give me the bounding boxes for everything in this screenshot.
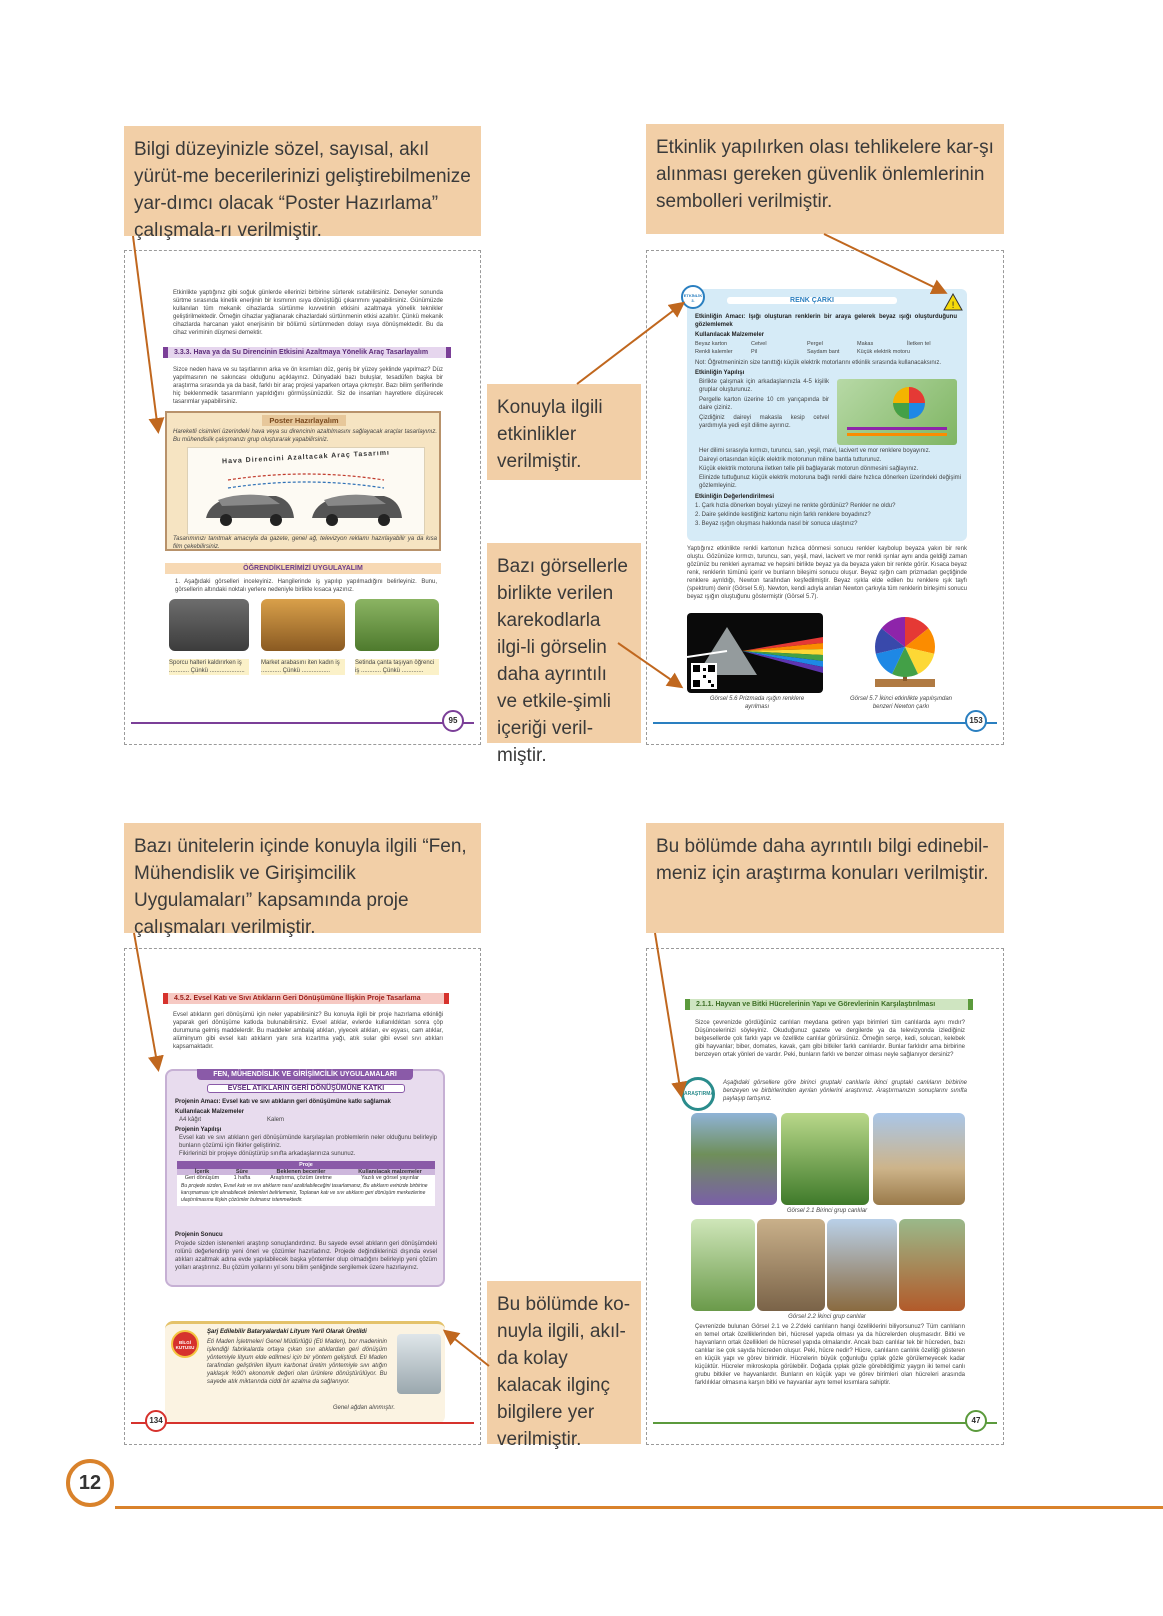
table-cell: Araştırma, çözüm üretme xyxy=(270,1175,332,1181)
caption-group-1: Görsel 2.1 Birinci grup canlılar xyxy=(786,1208,868,1214)
page-95-section-title: 3.3.3. Hava ya da Su Direncinin Etkisini Azaltmaya Yönelik Araç Tasarlayalım xyxy=(163,347,451,358)
poster-heading: Hava Direncini Azaltacak Araç Tasarımı xyxy=(221,449,391,466)
project-step-1: Evsel katı ve sıvı atıkların geri dönüşümünde karşılaşılan problemlerin neler olduğunu belirleyip bunların çözümü için fikirler geliştiriniz. xyxy=(179,1135,437,1149)
table-cell: 1 hafta xyxy=(233,1175,251,1181)
step-2: Pergelle karton üzerine 10 cm yarıçapında bir daire çiziniz. xyxy=(699,397,829,411)
page-153-number: 153 xyxy=(965,710,987,732)
newton-caption: Görsel 5.7 İkinci etkinlikte yapılışından benzeri Newton çarkı xyxy=(849,696,953,710)
project-material-1: A4 kâğıt xyxy=(179,1117,202,1123)
apply-caption-2: Market arabasını iten kadın iş ............ Çünkü ................. xyxy=(261,659,345,675)
page-47-intro: Sizce çevrenizde gördüğünüz canlıları meydana getiren yapı birimleri tüm canlılarda aynı mıdır? Düşüncelerinizi söyleyiniz. Okuduğunuz gazete ve dergilerde ya da televizyonda izlediğiniz belgesellerde çok farklı yapı ve özellikte canlılar görürsünüz. Örneğin serçe, kedi, solucan, kelebek gibi hayvanlar; biber, domates, kavak, çam gibi bitkiler farklı canlılardır. Bunlar farklıdır ama birbirine benzeyen ortak yönleri de vardır. Peki, bunların farklı ve benzer olması neyle sağlanıyor dersiniz? xyxy=(695,1020,965,1058)
info-title: Şarj Edilebilir Bataryalardaki Lityum Yerli Olarak Üretildi xyxy=(207,1329,367,1335)
material-item: Makas xyxy=(857,341,874,347)
fmg-title: FEN, MÜHENDİSLİK VE GİRİŞİMCİLİK UYGULAMALARI xyxy=(197,1069,413,1080)
apply-caption-1: Sporcu halteri kaldırırken iş ............ Çünkü ..................... xyxy=(169,659,249,675)
arrow-info xyxy=(446,1332,489,1366)
callout-safety: Etkinlik yapılırken olası tehlikelere kar-şı alınması gereken güvenlik önlemlerinin sembolleri verilmiştir. xyxy=(646,124,1004,234)
arrow-safety xyxy=(824,234,944,292)
project-result-title: Projenin Sonucu xyxy=(175,1232,223,1238)
page-47-section-title: 2.1.1. Hayvan ve Bitki Hücrelerinin Yapı ve Görevlerinin Karşılaştırılması xyxy=(685,999,973,1010)
activity-note: Not: Öğretmeninizin size tanıttığı küçük elektrik motorlarını etkinlik sırasında kullanacaksınız. xyxy=(695,360,942,366)
page-134-intro: Evsel atıkların geri dönüşümü için neler yapabilirsiniz? Bu konuyla ilgili bir proje hazırlama etkinliği yaparak geri dönüşüme katkıda bulunabilirsiniz. Evsel atıklar, evlerde kullanıldıktan sonra çöp durumuna gelmiş maddelerdir. Bu maddeler ambalaj atıkları, yiyecek atıkları, ev eşyası, cam atıklar, alüminyum gibi evsel katı atıkların yanı sıra kızartma yağı, atık sular gibi evsel sıvı atıkları kapsamaktadır. xyxy=(173,1012,443,1050)
callout-activities: Konuyla ilgili etkinlikler verilmiştir. xyxy=(487,384,641,480)
prism-caption: Görsel 5.6 Prizmada ışığın renklere ayrılması xyxy=(709,696,805,710)
page-95-section-text: Sizce neden hava ve su taşıtlarının arka ve ön kısımları düz, geniş bir yüzey şeklinde yapılmaz? Düz yapılmasının ne sakıncası olduğunu açıklayınız. Dünyadaki bazı buluşlar, tesadüfen başka bir araştırma sırasında ya da basit, farklı bir araç projesi yaparken ortaya çıkmıştır. Bazı bilim şeriflerinde hiç beklenmedik tasarımların yapıldığını görmüşsünüzdür. Siz de insanları hayretlere düşürecek tasarımlar yapabilirsiniz. xyxy=(173,367,443,405)
eval-title: Etkinliğin Değerlendirilmesi xyxy=(695,494,775,500)
arrow-projects xyxy=(134,933,158,1068)
svg-text:!: ! xyxy=(951,301,955,311)
info-text: Eti Maden İşletmeleri Genel Müdürlüğü (Eti Maden), bor madeninin işlendiği fabrikalarda ortaya çıkan sıvı atıklardan geri dönüşüm yöntemiyle lityum elde edilmesi için bir yöntem geliştirdi. Eti Maden tarafından geliştirilen lityum karbonat üretim yöntemiyle sıvı atığın yaklaşık %90'ı ekonomik değeri olan ürünlere dönüştürülüyor. Bu sayede atık miktarında ciddi bir azalma da sağlanıyor. xyxy=(207,1339,387,1385)
material-item: İletken tel xyxy=(907,341,931,347)
callout-info: Bu bölümde ko-nuyla ilgili, akıl-da kolay kalacak ilginç bilgilere yer verilmiştir. xyxy=(487,1281,641,1444)
material-item: Renkli kalemler xyxy=(695,349,733,355)
step-5: Daireyi ortasından küçük elektrik motorunun miline bantla tutturunuz. xyxy=(699,457,882,463)
material-item: Saydam bant xyxy=(807,349,840,355)
poster-text: Hareketli cisimleri üzerindeki hava veya su direncinin azaltılmasını sağlayacak araçlar tasarlayınız. Bu mühendislik çalışmanızı grup oluşturarak yapabilirsiniz. xyxy=(173,429,437,443)
material-item: Cetvel xyxy=(751,341,767,347)
material-item: Beyaz karton xyxy=(695,341,728,347)
eval-1: 1. Çark hızla dönerken boyalı yüzeyi ne renkte gördünüz? Renkler ne oldu? xyxy=(695,503,896,509)
table-header-cell: Kullanılacak malzemeler xyxy=(358,1169,422,1175)
callout-projects: Bazı ünitelerin içinde konuyla ilgili “Fen, Mühendislik ve Girişimcilik Uygulamaları” kapsamında proje çalışmaları verilmiştir. xyxy=(124,823,481,933)
table-header-cell: İçerik xyxy=(194,1169,210,1175)
table-header-cell: Süre xyxy=(235,1169,249,1175)
callout-qr: Bazı görsellerle birlikte verilen karekodlarla ilgi-li görselin daha ayrıntılı ve etkile-şimli içeriği veril-miştir. xyxy=(487,543,641,743)
research-text: Aşağıdaki görsellere göre birinci gruptaki canlılarla ikinci gruptaki canlıların birbirine benzeyen ve birbirlerinden ayrılan yönlerini araştırınız. Araştırmanızın sonuçlarını sınıfta paylaşıp tartışınız. xyxy=(723,1080,967,1102)
poster-title: Poster Hazırlayalım xyxy=(262,415,346,426)
activity-title: RENK ÇARKI xyxy=(727,297,897,304)
step-1: Birlikte çalışmak için arkadaşlarınızla 4-5 kişilik gruplar oluşturunuz. xyxy=(699,379,829,393)
arrow-research xyxy=(655,933,681,1094)
step-6: Küçük elektrik motoruna iletken telle pili bağlayarak motorun dönmesini sağlayınız. xyxy=(699,466,919,472)
step-3: Çizdiğiniz daireyi makasla kesip cetvel yardımıyla yedi eşit dilime ayırınız. xyxy=(699,415,829,429)
material-item: Pergel xyxy=(807,341,823,347)
poster-caption: Tasarımınızı tanıtmak amacıyla da gazete, genel ağ, televizyon reklamı hazırlayabilir ya da kısa film çekebilirsiniz. xyxy=(173,536,437,550)
caption-group-2: Görsel 2.2 İkinci grup canlılar xyxy=(788,1314,866,1320)
apply-caption-3: Setinda çanta taşıyan öğrenci iş ............ Çünkü ............. xyxy=(355,659,439,675)
material-item: Küçük elektrik motoru xyxy=(857,349,910,355)
research-badge: ARAŞTIRMA xyxy=(681,1077,715,1111)
arrow-poster xyxy=(133,236,158,430)
project-goal: Projenin Amacı: Evsel katı ve sıvı atıkların geri dönüşümüne katkı sağlamak xyxy=(175,1099,391,1105)
page-95-number: 95 xyxy=(442,710,464,732)
steps-title: Etkinliğin Yapılışı xyxy=(695,370,745,376)
page-153-body: Yaptığınız etkinlikte renkli kartonun hızlıca dönmesi sonucu renkler kaybolup beyaza yakın bir renk oluştu. Gözünüze kırmızı, turuncu, sarı, yeşil, mavi, lacivert ve mor renkli ışınlar aynı anda geldiği zaman gözünüz bu renkleri ayıramaz ve hepsini birlikte beyaz ya da beyaza yakın bir renkte görür. Kısaca beyaz renk, renklerin tümünü içerir ve bunların bileşimi sonucu oluşur. Beyaz ışığın cam prizmadan geçtiğinde renklere ayrıldığı, Newton tarafından keşfedilmiştir. Beyaz ışıkla elde edilen bu renklere ışık tayfı (spektrum) denir (Görsel 5.6). Newton, kendi adıyla anılan Newton çarkıyla tüm renklerin birleşimi sonucu beyaz ışığın oluştuğunu göstermiştir (Görsel 5.7). xyxy=(687,546,967,600)
project-steps-title: Projenin Yapılışı xyxy=(175,1127,222,1133)
eval-2: 2. Daire şeklinde kestiğiniz kartonu niçin farklı renklere boyadınız? xyxy=(695,512,871,518)
table-title: Proje xyxy=(177,1161,435,1169)
info-source: Genel ağdan alınmıştır. xyxy=(332,1405,395,1411)
page-47-number: 47 xyxy=(965,1410,987,1432)
fmg-subtitle: EVSEL ATIKLARIN GERİ DÖNÜŞÜMÜNE KATKI xyxy=(207,1084,405,1093)
page-134-section-title: 4.5.2. Evsel Katı ve Sıvı Atıkların Geri Dönüşümüne İlişkin Proje Tasarlama xyxy=(163,993,449,1004)
apply-text: 1. Aşağıdaki görselleri inceleyiniz. Hangilerinde iş yapılıp yapılmadığını belirleyiniz. Bunu, görsellerin altındaki noktalı yerlere nedeniyle birlikte kısaca yazınız. xyxy=(175,579,437,593)
info-badge: BİLGİ KUTUSU xyxy=(171,1330,199,1358)
arrow-activities xyxy=(577,304,682,384)
materials-title: Kullanılacak Malzemeler xyxy=(695,332,765,338)
project-materials-title: Kullanılacak Malzemeler xyxy=(175,1109,245,1115)
table-cell: Geri dönüşüm xyxy=(184,1175,220,1181)
project-step-2: Fikirlerinizi bir projeye dönüştürüp sınıfta arkadaşlarınıza sununuz. xyxy=(179,1151,356,1157)
page-47-body: Çevrenizde bulunan Görsel 2.1 ve 2.2'deki canlıların hangi özelliklerini biliyorsunuz? Tüm canlıların en temel ortak özelliklerinden biri, hücresel yapıda olması ya da hücrelerden oluşmasıdır. Bitki ve hayvanların ortak özellikleri de hücresel yapıda olmalarıdır. Ancak bazı canlılar tek bir hücreden, bazı canlılar ise çok sayıda hücreden oluşur. Peki, hücre nedir? Hücre, canlıların canlılık özelliği gösteren en küçük yapı ve görev birimidir. Hücrelerin büyük çoğunluğu çıplak gözle görülemeyecek kadar küçüktür. Hücreler mikroskopla görülebilir. Doğada çıplak gözle görebildiğimiz yaygın iki temel canlı grubu bitkiler ve hayvanlardır. Bunların en küçük yapı ve görev birimleri olan hücreleri arasında farklılıklar olmasına karşın bitki ve hayvanlar aynı temel kısımlara sahiptir. xyxy=(695,1324,965,1386)
step-7: Elinizde tuttuğunuz küçük elektrik motoruna bağlı renkli daire hızlıca dönerken üzerindeki değişimi gözlemleyiniz. xyxy=(699,475,961,489)
project-material-2: Kalem xyxy=(267,1117,285,1123)
page-number: 12 xyxy=(66,1459,114,1507)
step-4: Her dilimi sırasıyla kırmızı, turuncu, sarı, yeşil, mavi, lacivert ve mor renklere boyayınız. xyxy=(699,448,931,454)
activity-goal: Etkinliğin Amacı: Işığı oluşturan renklerin bir araya gelerek beyaz ışığı oluşturduğunu gözlemlemek xyxy=(695,314,957,328)
eval-3: 3. Beyaz ışığın oluşması hakkında nasıl bir sonuca ulaştınız? xyxy=(695,521,858,527)
activity-badge: ETKİNLİK 3. xyxy=(681,285,705,309)
page-134-number: 134 xyxy=(145,1410,167,1432)
apply-title: ÖĞRENDİKLERİMİZİ UYGULAYALIM xyxy=(165,563,441,574)
bottom-rule xyxy=(115,1506,1163,1509)
project-result: Projede sizden istenenleri araştırıp sonuçlandırdınız. Bu sayede evsel atıkların geri dönüşümdeki rolünü değerlendirip yeni öneri ve çözümler hazırladınız. Projede değindiklerinizi dışında evsel atıkları azaltmak adına evde yapılabilecek başka yöntemler olup olmadığını belirleyip yeni çözüm yolları araştırınız. Bu çözüm yollarını yıl sonu bilim şenliğinde sergilemek üzere hazırlayınız. xyxy=(175,1241,437,1271)
callout-research: Bu bölümde daha ayrıntılı bilgi edinebil-meniz için araştırma konuları verilmiştir. xyxy=(646,823,1004,933)
table-note: Bu projede sizden, Evsel katı ve sıvı atıkların nasıl azaltılabileceğini tasarlamanız, Bu atıkların evinizde birbirine karışmaması için alınabilecek önlemleri belirlemeniz, Toplanan katı ve sıvı atıkların geri dönüşüm merkezlerine ulaştırılmasına ilişkin çözümler bulmanız istenmektedir. xyxy=(181,1183,428,1203)
page-95-intro: Etkinlikte yaptığınız gibi soğuk günlerde ellerinizi birbirine sürterek ısıtabilirsiniz. Deneyler sonunda sürtme sırasında kinetik enerjinin bir kısmının ısıya dönüştüğü çıkarımını yapabilirsiniz. Günümüzde kullanılan tüm mekanik cihazlarda sürtünme kuvvetinin etkisini azaltmaya yönelik teknikler geliştirilmektedir. Örneğin cihazlar yağlanarak cihazlardaki sürtünmenin etkisi azaltılır. Çünkü mekanik cihazlarda harcanan yakıt enerjisinin bir bölümü sürtünmeden dolayı ısıya dönüşmektedir. Bu da cihaz veriminin düşmesi demektir. xyxy=(173,290,443,336)
arrow-qr xyxy=(618,643,680,686)
material-item: Pil xyxy=(751,349,758,355)
callout-poster: Bilgi düzeyinizle sözel, sayısal, akıl yürüt-me becerilerinizi geliştirebilmenize yar-dımcı olacak “Poster Hazırlama” çalışmala-rı verilmiştir. xyxy=(124,126,481,236)
table-header-cell: Beklenen beceriler xyxy=(276,1169,326,1175)
table-cell: Yazılı ve görsel yayınlar xyxy=(361,1175,419,1181)
